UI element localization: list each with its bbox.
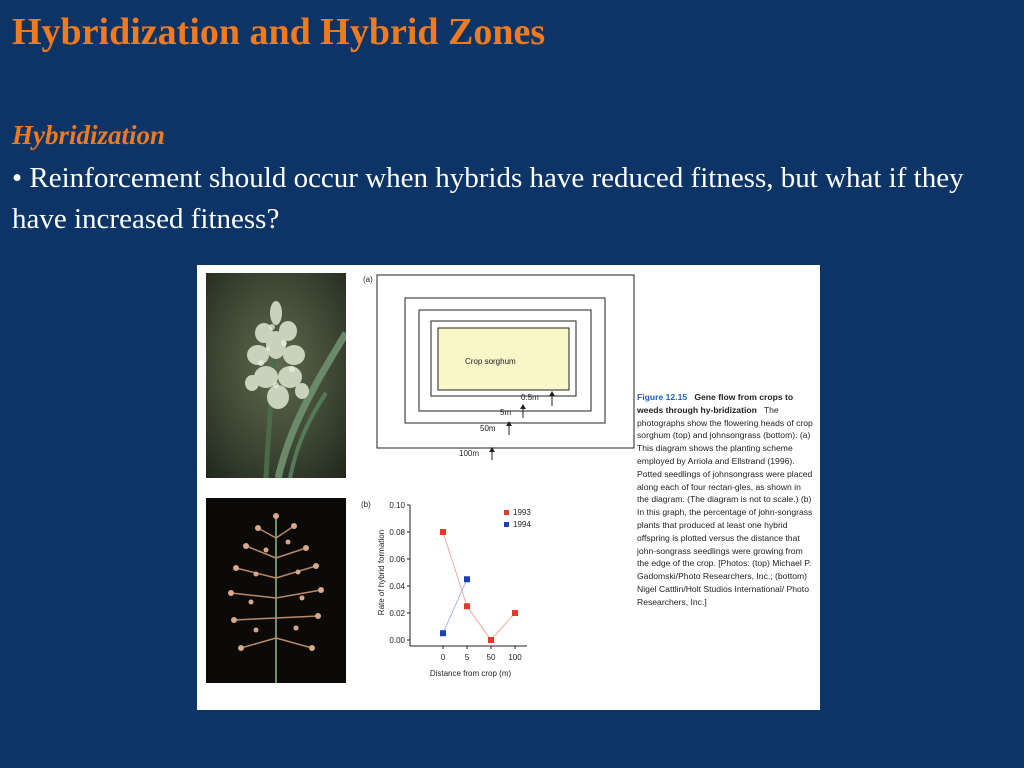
- data-point-1994: [440, 630, 446, 636]
- x-tick-label: 100: [508, 653, 522, 662]
- series-line-1994: [443, 579, 467, 633]
- distance-label-50m: 50m: [480, 424, 496, 433]
- figure-caption: [637, 391, 815, 609]
- textbook-figure: [197, 265, 820, 710]
- hybrid-rate-chart: [377, 501, 531, 678]
- y-tick-label: 0.06: [389, 555, 405, 564]
- data-point-1993: [440, 529, 446, 535]
- y-tick-label: 0.00: [389, 636, 405, 645]
- x-tick-label: 50: [486, 653, 496, 662]
- arrowhead-0.5m: [549, 391, 555, 396]
- figure-heading: Gene flow from crops to weeds through hy-bridization: [637, 392, 794, 415]
- distance-label-100m: 100m: [459, 449, 480, 458]
- y-tick-label: 0.08: [389, 528, 405, 537]
- legend-swatch-1994: [504, 522, 509, 527]
- crop-label: Crop sorghum: [465, 357, 516, 366]
- data-point-1994: [464, 576, 470, 582]
- figure-number: Figure 12.15: [637, 392, 688, 402]
- bullet-text: Reinforcement should occur when hybrids have reduced fitness, but what if they have increased fitness?: [12, 162, 964, 235]
- section-subheading: Hybridization: [12, 120, 166, 150]
- figure-caption-body: The photographs show the flowering heads of crop sorghum (top) and johnsongrass (bottom). (a) This diagram shows the planting scheme employed by Arriola and Ellstrand (1996). Potted seedlings of johnsongrass were placed along each of four rectan-gles, as shown in the diagram. (The diagram is not to scale.) (b) In this graph, the percentage of john-songrass plants that produced at least one hybrid offspring is plotted versus the distance that john-songrass seedlings were growing from the edge of the crop. [Photos: (top) Michael P. Gadomski/Photo Researchers, Inc.; (bottom) Nigel Cattlin/Holt Studios International/ Photo Researchers, Inc.]: [637, 404, 813, 607]
- legend-swatch-1993: [504, 510, 509, 515]
- arrowhead-5m: [520, 404, 526, 409]
- y-axis-label: Rate of hybrid formation: [377, 529, 386, 616]
- x-axis-label: Distance from crop (m): [429, 669, 512, 678]
- y-tick-label: 0.04: [389, 582, 405, 591]
- series-line-1993: [443, 532, 515, 640]
- data-point-1993: [464, 603, 470, 609]
- data-point-1993: [488, 637, 494, 643]
- bullet-marker: •: [12, 162, 23, 194]
- slide-title: Hybridization and Hybrid Zones: [12, 11, 546, 53]
- legend-label-1994: 1994: [513, 520, 531, 529]
- distance-label-0.5m: 0.5m: [521, 393, 539, 402]
- panel-b-label: (b): [361, 500, 371, 509]
- data-point-1993: [512, 610, 518, 616]
- x-tick-label: 5: [464, 653, 470, 662]
- distance-label-5m: 5m: [500, 408, 512, 417]
- bullet-point: [12, 158, 992, 240]
- x-tick-label: 0: [440, 653, 446, 662]
- y-tick-label: 0.02: [389, 609, 405, 618]
- y-tick-label: 0.10: [389, 501, 405, 510]
- panel-a-label: (a): [363, 275, 373, 284]
- legend-label-1993: 1993: [513, 508, 531, 517]
